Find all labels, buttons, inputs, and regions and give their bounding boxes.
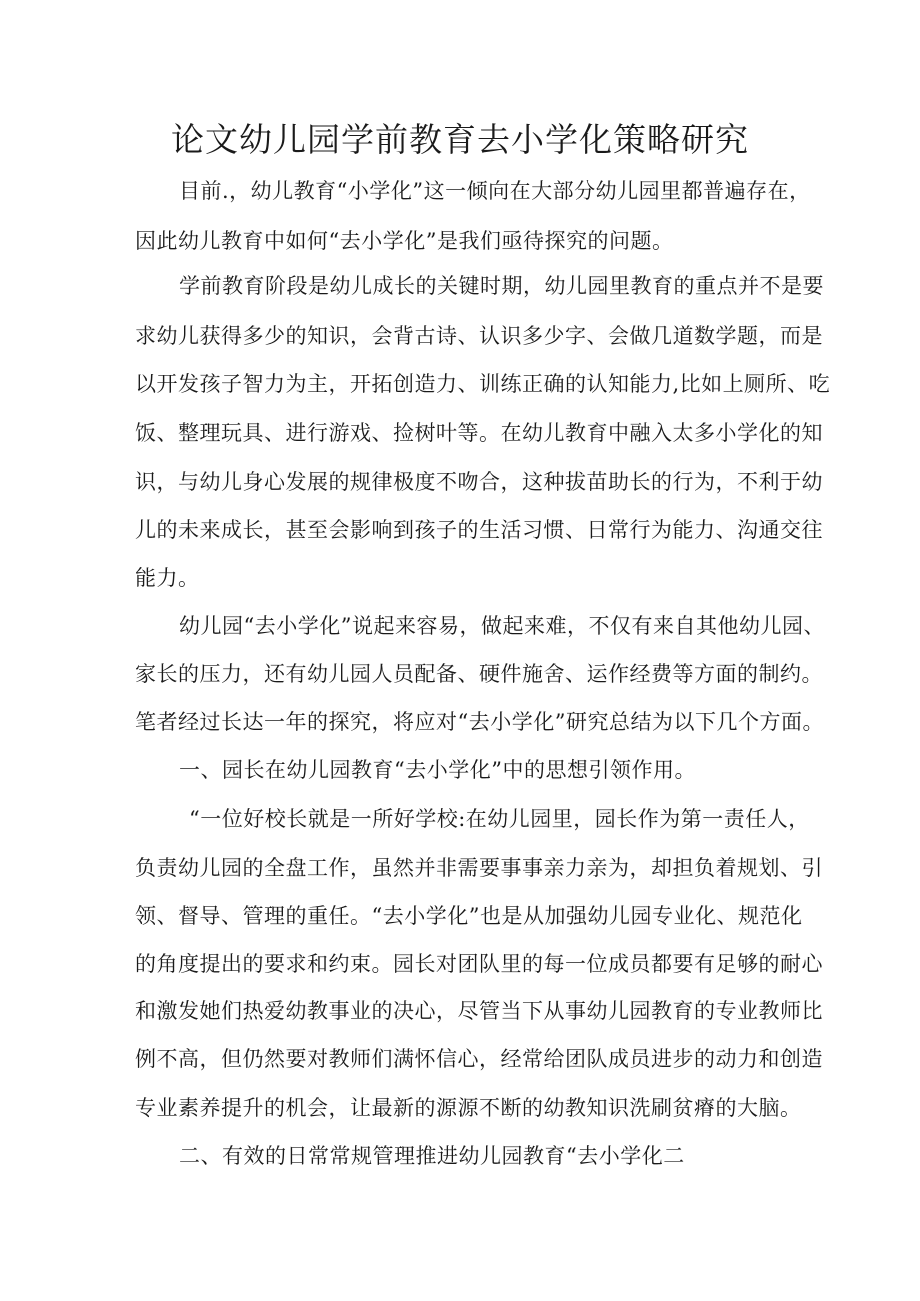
section-heading: 二、有效的日常常规管理推进幼儿园教育“去小学化二 <box>179 1144 685 1168</box>
text-line: 求幼儿获得多少的知识，会背古诗、认识多少字、会做几道数学题，而是 <box>135 324 823 348</box>
text-line: 例不高，但仍然要对教师们满怀信心，经常给团队成员进步的动力和创造 <box>135 1047 823 1071</box>
text-line: 识，与幼儿身心发展的规律极度不吻合，这种拔苗助长的行为，不利于幼 <box>135 470 823 494</box>
text-line: 因此幼儿教育中如何“去小学化”是我们亟待探究的问题。 <box>135 229 674 253</box>
text-line: 饭、整理玩具、进行游戏、捡树叶等。在幼儿教育中融入太多小学化的知 <box>135 421 823 445</box>
text-line: 笔者经过长达一年的探究，将应对“去小学化”研究总结为以下几个方面。 <box>135 710 824 734</box>
text-line: “一位好校长就是一所好学校:在幼儿园里，园长作为第一责任人， <box>189 807 810 831</box>
text-line: 和激发她们热爱幼教事业的决心，尽管当下从事幼儿园教育的专业教师比 <box>135 999 823 1023</box>
text-line: 儿的未来成长，甚至会影响到孩子的生活习惯、日常行为能力、沟通交往 <box>135 518 823 542</box>
text-line: 的角度提出的要求和约束。园长对团队里的每一位成员都要有足够的耐心 <box>135 952 823 976</box>
text-line: 家长的压力，还有幼儿园人员配备、硬件施舍、运作经费等方面的制约。 <box>135 662 823 686</box>
text-line: 负责幼儿园的全盘工作，虽然并非需要事事亲力亲为，却担负着规划、引 <box>135 856 823 880</box>
text-line: 目前.，幼儿教育“小学化”这一倾向在大部分幼儿园里都普遍存在， <box>179 179 811 203</box>
text-line: 以开发孩子智力为主，开拓创造力、训练正确的认知能力,比如上厕所、吃 <box>135 372 831 396</box>
text-line: 学前教育阶段是幼儿成长的关键时期，幼儿园里教育的重点并不是要 <box>179 274 824 298</box>
text-line: 专业素养提升的机会，让最新的源源不断的幼教知识洗刷贫瘠的大脑。 <box>135 1096 802 1120</box>
section-heading: 一、园长在幼儿园教育“去小学化”中的思想引领作用。 <box>179 758 696 782</box>
text-line: 幼儿园“去小学化”说起来容易，做起来难，不仅有来自其他幼儿园、 <box>179 614 825 638</box>
text-line: 能力。 <box>135 566 200 590</box>
text-line: 领、督导、管理的重任。“去小学化”也是从加强幼儿园专业化、规范化 <box>135 904 803 928</box>
document-title: 论文幼儿园学前教育去小学化策略研究 <box>171 120 749 159</box>
